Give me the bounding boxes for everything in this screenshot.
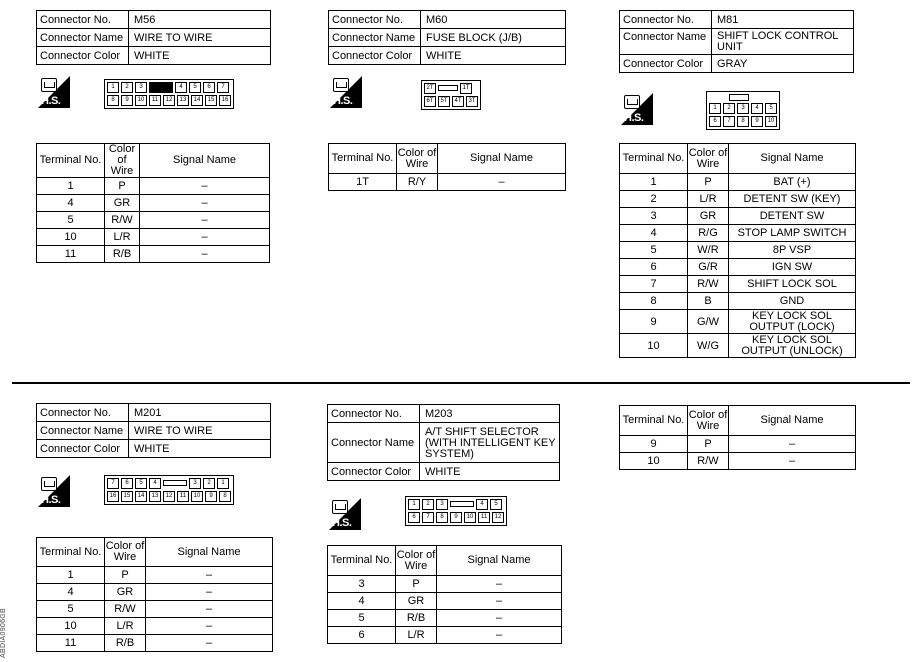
table-cell: Connector Color [620,55,712,73]
connector-pin: 4 [476,499,488,510]
table-row [620,174,856,191]
table-cell: Terminal No. [329,144,397,174]
table-cell: DETENT SW (KEY) [729,191,856,208]
table-cell: Terminal No. [37,538,105,567]
connector-pin: 7 [217,82,229,93]
table-cell: L/R [105,618,146,635]
table-cell: P [688,174,729,191]
table-cell: GR [688,208,729,225]
table-row [37,584,273,601]
table-cell: – [146,567,273,584]
connector-pin: 14 [191,95,203,106]
table-cell: 1 [620,174,688,191]
connector-pin: 10 [765,116,777,127]
table-cell: Color of Wire [397,144,438,174]
connector-m201-header [36,403,271,458]
table-row [620,276,856,293]
connector-pin: 10 [464,512,476,523]
table-cell: 3 [328,576,396,593]
connector-m203-face [405,496,507,526]
table-cell: Color of Wire [396,546,437,576]
table-cell: – [140,229,270,246]
table-cell: – [729,453,856,470]
connector-color: WHITE [421,47,566,65]
table-cell: 5 [328,610,396,627]
table-cell: P [396,576,437,593]
connector-lock [149,82,173,93]
table-cell: W/R [688,242,729,259]
table-cell: – [437,576,562,593]
connector-no: M56 [129,11,271,29]
connector-pin: 9 [205,491,217,502]
connector-pin: 12 [163,491,175,502]
connector-lock [450,501,474,507]
connector-name: SHIFT LOCK CONTROL UNIT [712,29,854,55]
table-row [328,627,562,644]
connector-pin: 12 [163,95,175,106]
table-row [329,174,566,191]
connector-pin: 14 [135,491,147,502]
table-cell: 4 [620,225,688,242]
table-cell: Color of Wire [688,144,729,174]
connector-pin: 8 [219,491,231,502]
terminal-table-m201 [36,537,273,652]
table-cell: BAT (+) [729,174,856,191]
table-cell: Color of Wire [105,538,146,567]
connector-pin: 6 [709,116,721,127]
connector-pin: 9 [121,95,133,106]
section-divider [12,382,910,384]
table-row [37,212,270,229]
table-cell: P [105,178,140,195]
connector-no: M203 [420,405,560,423]
table-cell: 6 [328,627,396,644]
col-terminal-no: Terminal No. [37,144,105,178]
connector-color: WHITE [129,440,271,458]
connector-pin: 13 [177,95,189,106]
table-row [620,453,856,470]
table-cell: IGN SW [729,259,856,276]
connector-pin: 2 [422,499,434,510]
table-row [37,635,273,652]
connector-pin: 4 [149,478,161,489]
table-cell: Connector No. [37,404,129,422]
table-cell: Signal Name [729,144,856,174]
table-cell: – [140,195,270,212]
table-cell: – [146,635,273,652]
table-cell: R/W [688,453,729,470]
connector-color: WHITE [420,463,560,481]
table-cell: 1 [37,178,105,195]
table-row [620,225,856,242]
table-cell: GR [396,593,437,610]
table-cell: Connector Color [37,440,129,458]
connector-pin: 8 [737,116,749,127]
table-row [620,208,856,225]
connector-color: GRAY [712,55,854,73]
connector-pin: 11 [478,512,490,523]
table-row [620,191,856,208]
table-cell: – [438,174,566,191]
table-cell: L/R [105,229,140,246]
connector-pin: 6T [424,96,436,107]
connector-name: WIRE TO WIRE [129,29,271,47]
terminal-table-m56 [36,143,270,263]
connector-pin: 1T [460,83,472,94]
table-cell: 8P VSP [729,242,856,259]
harness-side-icon: H.S. [329,498,361,530]
connector-m81-face [706,91,780,130]
connector-pin: 11 [177,491,189,502]
table-cell: Color of Wire [688,406,729,436]
table-row [37,178,270,195]
table-cell: 10 [37,229,105,246]
table-cell: 1T [329,174,397,191]
harness-side-icon: H.S. [330,76,362,108]
connector-pin: 6 [203,82,215,93]
connector-pin: 3T [466,96,478,107]
connector-pin: 5 [490,499,502,510]
table-cell: – [140,246,270,263]
connector-pin: 5 [189,82,201,93]
table-cell: Terminal No. [620,144,688,174]
table-cell: 4 [37,584,105,601]
connector-pin: 2 [723,103,735,114]
table-cell: Connector No. [620,11,712,29]
table-cell: R/W [105,212,140,229]
terminal-table-m81 [619,143,856,358]
connector-pin: 16 [219,95,231,106]
connector-color: WHITE [129,47,271,65]
connector-pin: 9 [751,116,763,127]
table-cell: 8 [620,293,688,310]
table-cell: – [437,593,562,610]
connector-m60-face [421,80,481,110]
table-cell: KEY LOCK SOL OUTPUT (LOCK) [729,310,856,334]
table-cell: Connector Name [620,29,712,55]
table-cell: GND [729,293,856,310]
table-row [37,229,270,246]
connector-pin: 5 [765,103,777,114]
table-row [37,567,273,584]
connector-m56-header [36,10,271,65]
figure-id: ABDIA0906GB [0,608,7,658]
table-row [620,242,856,259]
terminal-table-m203 [327,545,562,644]
connector-pin: 10 [135,95,147,106]
harness-side-icon: H.S. [38,76,70,108]
table-cell: – [729,436,856,453]
table-cell: Signal Name [146,538,273,567]
table-cell: 6 [620,259,688,276]
terminal-table-m203-continued [619,405,856,470]
table-cell: 2 [620,191,688,208]
table-cell: 5 [37,212,105,229]
connector-pin: 1 [709,103,721,114]
connector-m81-header [619,10,854,73]
table-cell: 10 [620,334,688,358]
table-cell: – [437,627,562,644]
table-cell: Connector Name [328,423,420,463]
table-cell: R/W [688,276,729,293]
connector-m203-header [327,404,560,481]
connector-pin: 2T [424,83,436,94]
connector-name: A/T SHIFT SELECTOR (WITH INTELLIGENT KEY SYSTEM) [420,423,560,463]
table-cell: Terminal No. [620,406,688,436]
connector-pin: 1 [107,82,119,93]
table-cell: Connector Color [329,47,421,65]
table-cell: – [437,610,562,627]
connector-pin: 7 [107,478,119,489]
table-cell: 11 [37,635,105,652]
table-row [620,310,856,334]
connector-pin: 12 [492,512,504,523]
connector-pin: 6 [121,478,133,489]
table-cell: G/R [688,259,729,276]
table-row [620,293,856,310]
table-cell: 10 [620,453,688,470]
connector-no: M201 [129,404,271,422]
label-connector-color: Connector Color [37,47,129,65]
table-row [620,436,856,453]
table-cell: Connector No. [328,405,420,423]
connector-pin: 15 [205,95,217,106]
connector-pin: 16 [107,491,119,502]
table-cell: – [146,584,273,601]
table-cell: R/B [105,246,140,263]
connector-lock [163,480,187,486]
table-cell: R/B [396,610,437,627]
table-cell: 3 [620,208,688,225]
table-cell: SHIFT LOCK SOL [729,276,856,293]
terminal-table-m60 [328,143,566,191]
table-cell: – [140,212,270,229]
connector-m56-face [104,79,234,109]
table-cell: W/G [688,334,729,358]
harness-side-icon: H.S. [621,93,653,125]
table-cell: – [146,618,273,635]
table-cell: R/Y [397,174,438,191]
table-cell: Signal Name [437,546,562,576]
connector-pin: 5 [135,478,147,489]
connector-m60-header [328,10,566,65]
table-cell: 1 [37,567,105,584]
table-cell: 10 [37,618,105,635]
connector-m201-face [104,475,234,505]
table-row [37,601,273,618]
connector-pin: 15 [121,491,133,502]
table-row [37,618,273,635]
table-cell: STOP LAMP SWITCH [729,225,856,242]
table-cell: KEY LOCK SOL OUTPUT (UNLOCK) [729,334,856,358]
connector-pin: 4 [751,103,763,114]
table-cell: 9 [620,436,688,453]
table-cell: GR [105,584,146,601]
table-cell: B [688,293,729,310]
table-row [328,593,562,610]
table-cell: L/R [396,627,437,644]
table-cell: GR [105,195,140,212]
table-cell: 11 [37,246,105,263]
connector-pin: 8 [436,512,448,523]
connector-pin: 5T [438,96,450,107]
table-cell: P [105,567,146,584]
connector-pin: 2 [203,478,215,489]
connector-pin: 1 [217,478,229,489]
table-cell: P [688,436,729,453]
table-row [37,195,270,212]
table-cell: R/B [105,635,146,652]
connector-pin: 2 [121,82,133,93]
connector-pin: 8 [107,95,119,106]
col-signal-name: Signal Name [140,144,270,178]
table-cell: – [140,178,270,195]
table-cell: 4 [37,195,105,212]
connector-pin: 3 [189,478,201,489]
connector-no: M60 [421,11,566,29]
label-connector-no: Connector No. [37,11,129,29]
connector-no: M81 [712,11,854,29]
table-cell: 5 [620,242,688,259]
connector-pin: 4 [175,82,187,93]
label-connector-name: Connector Name [37,29,129,47]
connector-pin: 3 [436,499,448,510]
table-cell: 9 [620,310,688,334]
table-row [620,259,856,276]
table-row [328,610,562,627]
col-color-of-wire: Color of Wire [105,144,140,178]
table-cell: L/R [688,191,729,208]
connector-pin: 3 [737,103,749,114]
table-cell: Signal Name [438,144,566,174]
table-row [37,246,270,263]
connector-lock [438,85,458,91]
table-cell: 7 [620,276,688,293]
connector-pin: 9 [450,512,462,523]
connector-pin: 7 [422,512,434,523]
table-cell: R/G [688,225,729,242]
connector-pin: 4T [452,96,464,107]
connector-name: FUSE BLOCK (J/B) [421,29,566,47]
connector-pin: 10 [191,491,203,502]
table-cell: Connector No. [329,11,421,29]
table-cell: 4 [328,593,396,610]
connector-pin: 6 [408,512,420,523]
table-cell: R/W [105,601,146,618]
table-cell: Terminal No. [328,546,396,576]
table-cell: G/W [688,310,729,334]
table-cell: 5 [37,601,105,618]
connector-pin: 11 [149,95,161,106]
table-cell: – [146,601,273,618]
connector-pin: 3 [135,82,147,93]
table-row [620,334,856,358]
table-cell: DETENT SW [729,208,856,225]
table-cell: Connector Name [329,29,421,47]
table-cell: Connector Name [37,422,129,440]
table-cell: Connector Color [328,463,420,481]
connector-pin: 1 [408,499,420,510]
connector-pin: 7 [723,116,735,127]
table-cell: Signal Name [729,406,856,436]
harness-side-icon: H.S. [38,475,70,507]
connector-pin: 13 [149,491,161,502]
connector-name: WIRE TO WIRE [129,422,271,440]
table-row [328,576,562,593]
